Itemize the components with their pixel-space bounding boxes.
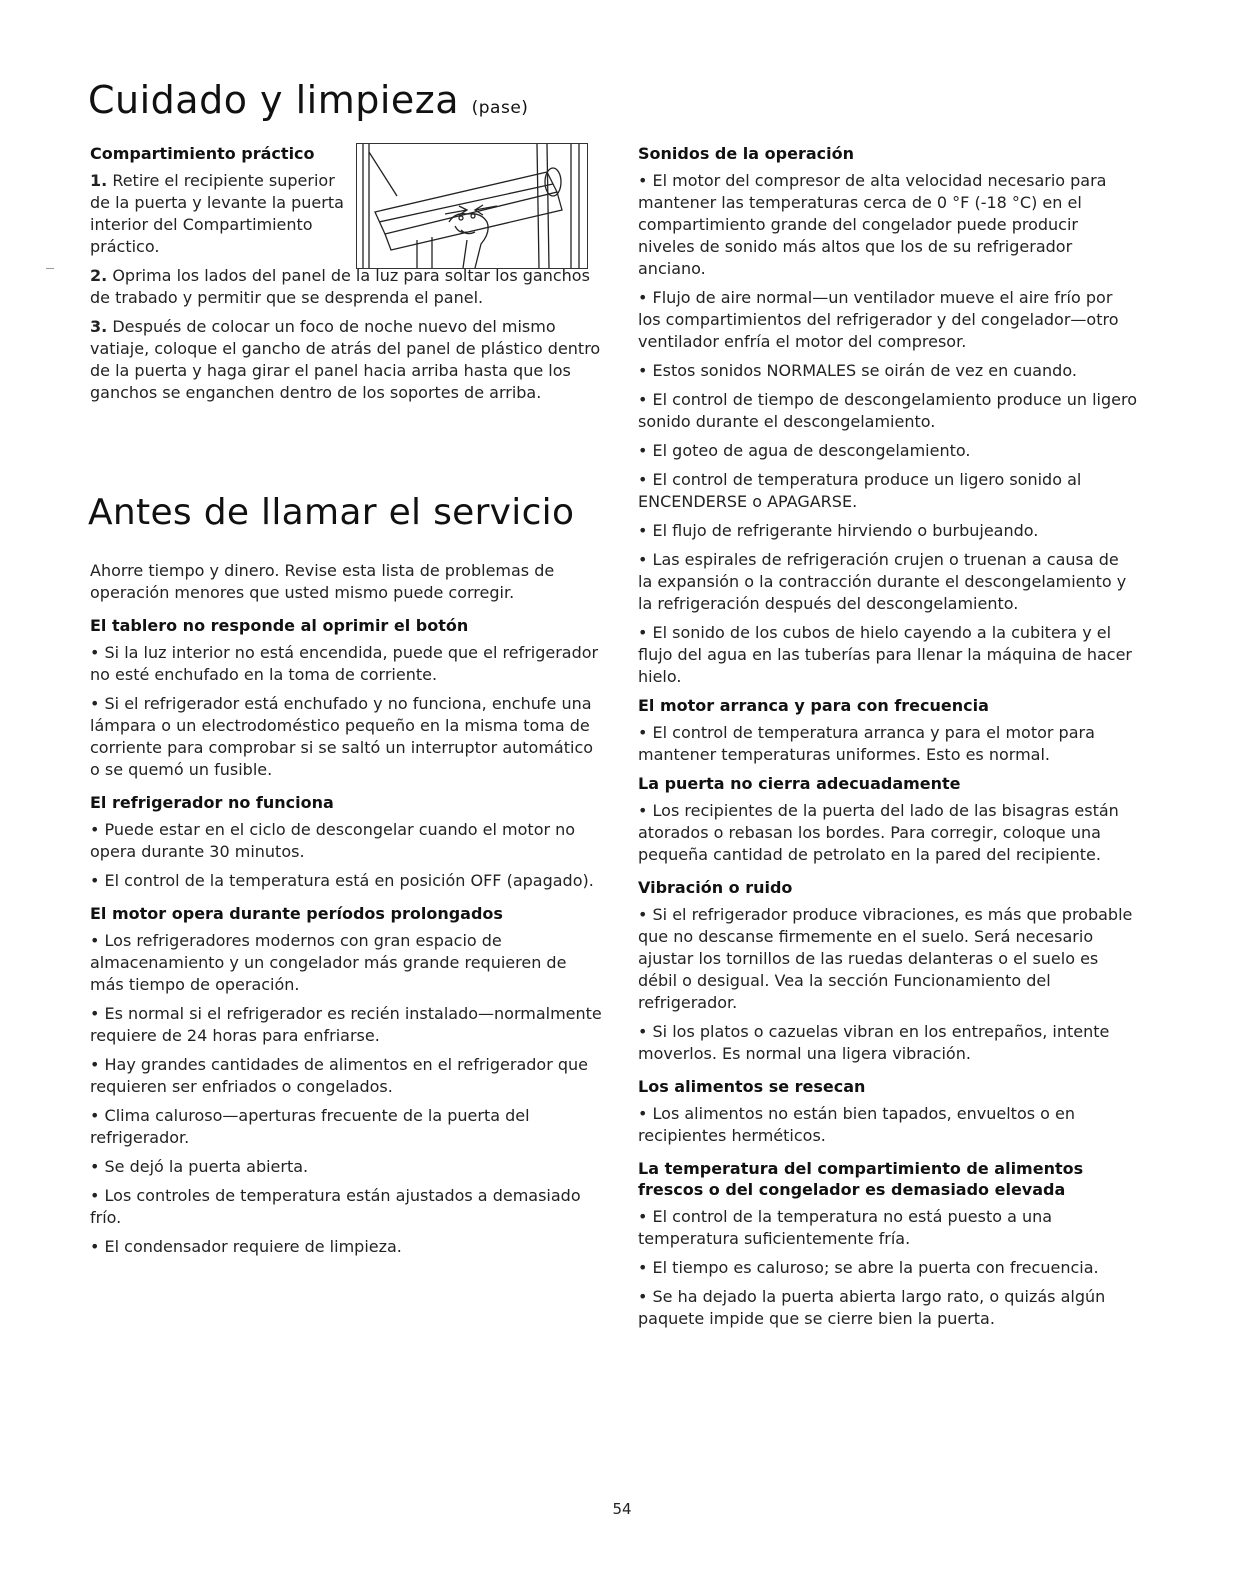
problem-item: • Estos sonidos NORMALES se oirán de vez en cuando. <box>638 361 1077 380</box>
problem-heading: Los alimentos se resecan <box>638 1077 866 1096</box>
problem-item: • Si el refrigerador está enchufado y no funciona, enchufe una lámpara o un electrodoméstico pequeño en la misma toma de corriente para comprobar si se saltó un interruptor automático o se quemó un fusible. <box>90 694 594 779</box>
step-3: 3. Después de colocar un foco de noche nuevo del mismo vatiaje, coloque el gancho de atrás del panel de plástico dentro de la puerta y haga girar el panel hacia arriba hasta que los ganchos se enganchen dentro de los soportes de arriba. <box>90 317 601 402</box>
problem-item: • Si el refrigerador produce vibraciones, es más que probable que no descanse firmemente en el suelo. Será necesario ajustar los tornillos de las ruedas delanteras o el suelo es débil o desigual. Vea la sección Funcionamiento del refrigerador. <box>638 905 1133 1012</box>
problem-item: • El control de tiempo de descongelamiento produce un ligero sonido durante el descongelamiento. <box>638 390 1138 431</box>
problem-heading: La puerta no cierra adecuadamente <box>638 774 961 793</box>
problem-item: • El motor del compresor de alta velocidad necesario para mantener las temperaturas cerca de 0 °F (-18 °C) en el compartimiento grande del congelador puede producir niveles de sonido más altos que los de su refrigerador anciano. <box>638 171 1107 278</box>
service-right-column <box>638 143 1138 1337</box>
problem-item: • Si los platos o cazuelas vibran en los entrepaños, intente moverlos. Es normal una ligera vibración. <box>638 1022 1110 1063</box>
page-title-suffix: (pase) <box>471 98 529 118</box>
problem-item: • Los alimentos no están bien tapados, envueltos o en recipientes herméticos. <box>638 1104 1076 1145</box>
step-2: 2. Oprima los lados del panel de la luz para soltar los ganchos de trabado y permitir que se desprenda el panel. <box>90 266 590 307</box>
problem-item: • Se ha dejado la puerta abierta largo rato, o quizás algún paquete impide que se cierre bien la puerta. <box>638 1287 1106 1328</box>
problem-item: • El sonido de los cubos de hielo cayendo a la cubitera y el flujo del agua en las tuberías para llenar la máquina de hacer hielo. <box>638 623 1132 686</box>
problem-heading: La temperatura del compartimiento de alimentos frescos o del congelador es demasiado elevada <box>638 1159 1084 1199</box>
service-title: Antes de llamar el servicio <box>88 492 575 533</box>
service-left-column <box>90 560 602 1265</box>
problem-heading: El motor arranca y para con frecuencia <box>638 696 989 715</box>
problem-item: • El condensador requiere de limpieza. <box>90 1237 402 1256</box>
page-title: Cuidado y limpieza (pase) <box>88 78 529 122</box>
service-intro: Ahorre tiempo y dinero. Revise esta lista de problemas de operación menores que usted mismo puede corregir. <box>90 561 555 602</box>
page-number: 54 <box>612 1500 632 1518</box>
problem-item: • Se dejó la puerta abierta. <box>90 1157 309 1176</box>
step-1: 1. Retire el recipiente superior de la puerta y levante la puerta interior del Compartimiento práctico. <box>90 171 344 256</box>
problem-heading: El motor opera durante períodos prolongados <box>90 904 503 923</box>
problem-heading: El tablero no responde al oprimir el botón <box>90 616 469 635</box>
problem-item: • El control de temperatura arranca y para el motor para mantener temperaturas uniformes. Esto es normal. <box>638 723 1095 764</box>
care-section <box>90 143 602 411</box>
problem-item: • Los recipientes de la puerta del lado de las bisagras están atorados o rebasan los bordes. Para corregir, coloque una pequeña cantidad de petrolato en la pared del recipiente. <box>638 801 1119 864</box>
problem-item: • Si la luz interior no está encendida, puede que el refrigerador no esté enchufado en la toma de corriente. <box>90 643 599 684</box>
problem-heading: Vibración o ruido <box>638 878 793 897</box>
compartment-heading: Compartimiento práctico <box>90 144 315 163</box>
problem-item: • Clima caluroso—aperturas frecuente de la puerta del refrigerador. <box>90 1106 530 1147</box>
problem-heading: Sonidos de la operación <box>638 144 854 163</box>
problem-item: • Flujo de aire normal—un ventilador mueve el aire frío por los compartimientos del refrigerador y del congelador—otro ventilador enfría el motor del compresor. <box>638 288 1119 351</box>
problem-item: • Las espirales de refrigeración crujen o truenan a causa de la expansión o la contracción durante el descongelamiento y la refrigeración después del descongelamiento. <box>638 550 1127 613</box>
problem-item: • Hay grandes cantidades de alimentos en el refrigerador que requieren ser enfriados o congelados. <box>90 1055 588 1096</box>
problem-item: • El control de temperatura produce un ligero sonido al ENCENDERSE o APAGARSE. <box>638 470 1082 511</box>
problem-item: • El tiempo es caluroso; se abre la puerta con frecuencia. <box>638 1258 1099 1277</box>
problem-heading: El refrigerador no funciona <box>90 793 334 812</box>
problem-item: • Puede estar en el ciclo de descongelar cuando el motor no opera durante 30 minutos. <box>90 820 576 861</box>
problem-item: • El flujo de refrigerante hirviendo o burbujeando. <box>638 521 1039 540</box>
problem-item: • Es normal si el refrigerador es recién instalado—normalmente requiere de 24 horas para enfriarse. <box>90 1004 602 1045</box>
problem-item: • El control de la temperatura está en posición OFF (apagado). <box>90 871 594 890</box>
margin-mark <box>46 268 54 269</box>
problem-item: • El goteo de agua de descongelamiento. <box>638 441 971 460</box>
problem-item: • Los controles de temperatura están ajustados a demasiado frío. <box>90 1186 581 1227</box>
problem-item: • El control de la temperatura no está puesto a una temperatura suficientemente fría. <box>638 1207 1053 1248</box>
problem-item: • Los refrigeradores modernos con gran espacio de almacenamiento y un congelador más grande requieren de más tiempo de operación. <box>90 931 567 994</box>
